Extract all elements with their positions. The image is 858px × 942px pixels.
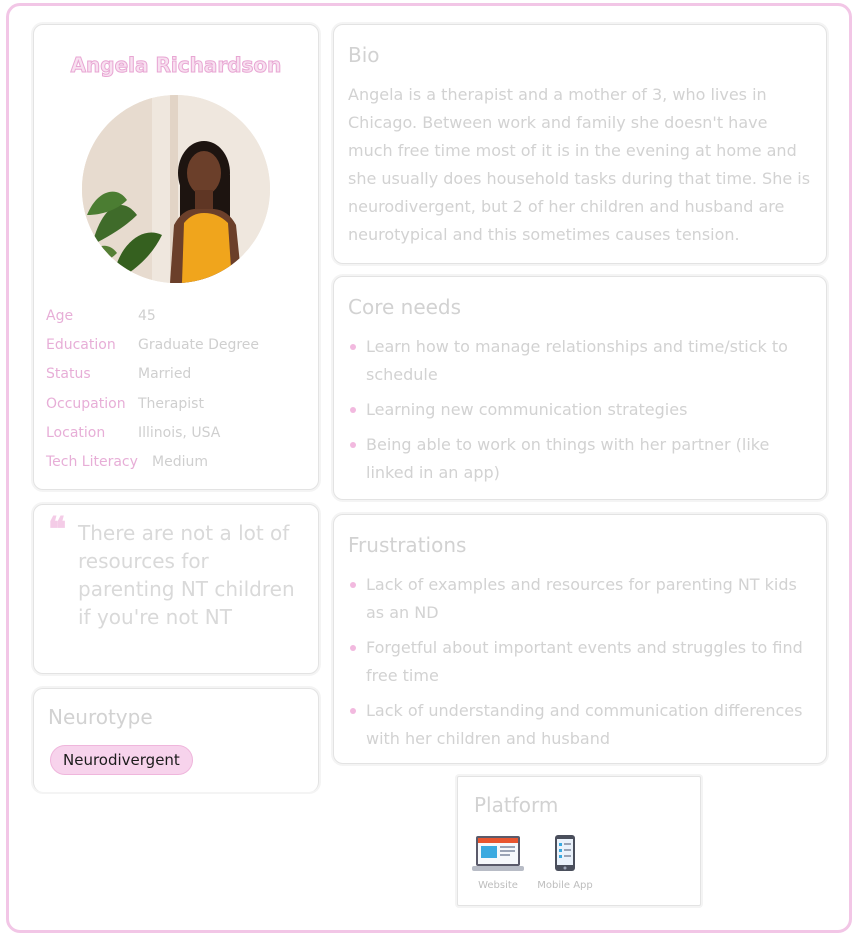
attribute-label: Location <box>46 424 106 441</box>
attribute-value: Medium <box>152 454 208 471</box>
list-item <box>348 396 808 424</box>
attribute-list <box>46 301 259 477</box>
attribute-row <box>46 360 259 389</box>
persona-photo <box>82 95 270 283</box>
persona-name: Angela Richardson <box>70 53 282 77</box>
attribute-value: 45 <box>138 307 156 324</box>
list-item <box>348 333 808 389</box>
quote-card <box>33 504 319 674</box>
bio-text: Angela is a therapist and a mother of 3, who lives in Chicago. Between work and family she doesn't have much free time most of it is in the evening at home and she usually does household tasks during that time. She is neurodivergent, but 2 of her children and husband are neurotypical and this sometimes causes tension. <box>348 85 811 244</box>
list-item-text: Forgetful about important events and struggles to find free time <box>366 638 803 685</box>
profile-card <box>33 24 319 490</box>
quote-text: There are not a lot of resources for parenting NT children if you're not NT <box>78 521 295 629</box>
core-needs-card <box>333 276 827 500</box>
frustrations-card <box>333 514 827 764</box>
attribute-label: Age <box>46 307 74 324</box>
list-item-text: Being able to work on things with her partner (like linked in an app) <box>366 435 770 482</box>
platform-title: Platform <box>474 793 559 817</box>
platform-label: Website <box>478 880 518 891</box>
bullet-icon <box>350 645 356 651</box>
attribute-row <box>46 389 259 418</box>
attribute-value: Therapist <box>138 395 204 412</box>
list-item <box>348 634 808 690</box>
frustrations-title: Frustrations <box>348 533 467 557</box>
attribute-label: Occupation <box>46 395 126 412</box>
platform-mobile <box>536 835 594 891</box>
attribute-value: Married <box>138 366 192 383</box>
bullet-icon <box>350 708 356 714</box>
attribute-row <box>46 418 259 447</box>
bullet-icon <box>350 344 356 350</box>
frustrations-list <box>348 571 808 760</box>
attribute-label: Tech Literacy <box>46 454 138 471</box>
list-item <box>348 571 808 627</box>
platform-label: Mobile App <box>537 880 593 891</box>
list-item-text: Lack of understanding and communication differences with her children and husband <box>366 701 803 748</box>
bio-card <box>333 24 827 264</box>
bullet-icon <box>350 407 356 413</box>
mobile-phone-icon <box>536 835 594 873</box>
neurotype-tag: Neurodivergent <box>50 745 193 775</box>
core-needs-title: Core needs <box>348 295 462 319</box>
neurotype-title: Neurotype <box>48 705 153 729</box>
list-item-text: Learning new communication strategies <box>366 400 688 419</box>
platform-website <box>472 835 524 891</box>
attribute-label: Education <box>46 336 116 353</box>
bullet-icon <box>350 442 356 448</box>
list-item <box>348 431 808 487</box>
bullet-icon <box>350 582 356 588</box>
attribute-value: Graduate Degree <box>138 336 260 353</box>
list-item-text: Learn how to manage relationships and time/stick to schedule <box>366 337 788 384</box>
list-item <box>348 697 808 753</box>
attribute-label: Status <box>46 366 91 383</box>
attribute-value: Illinois, USA <box>138 424 221 441</box>
laptop-icon <box>472 835 524 873</box>
quote-mark-icon: ❝ <box>48 510 67 550</box>
platform-card <box>457 776 701 906</box>
neurotype-card <box>33 688 319 792</box>
attribute-row <box>46 330 259 359</box>
attribute-row <box>46 301 259 330</box>
core-needs-list <box>348 333 808 494</box>
attribute-row <box>46 447 259 476</box>
bio-title: Bio <box>348 43 380 67</box>
list-item-text: Lack of examples and resources for parenting NT kids as an ND <box>366 575 797 622</box>
